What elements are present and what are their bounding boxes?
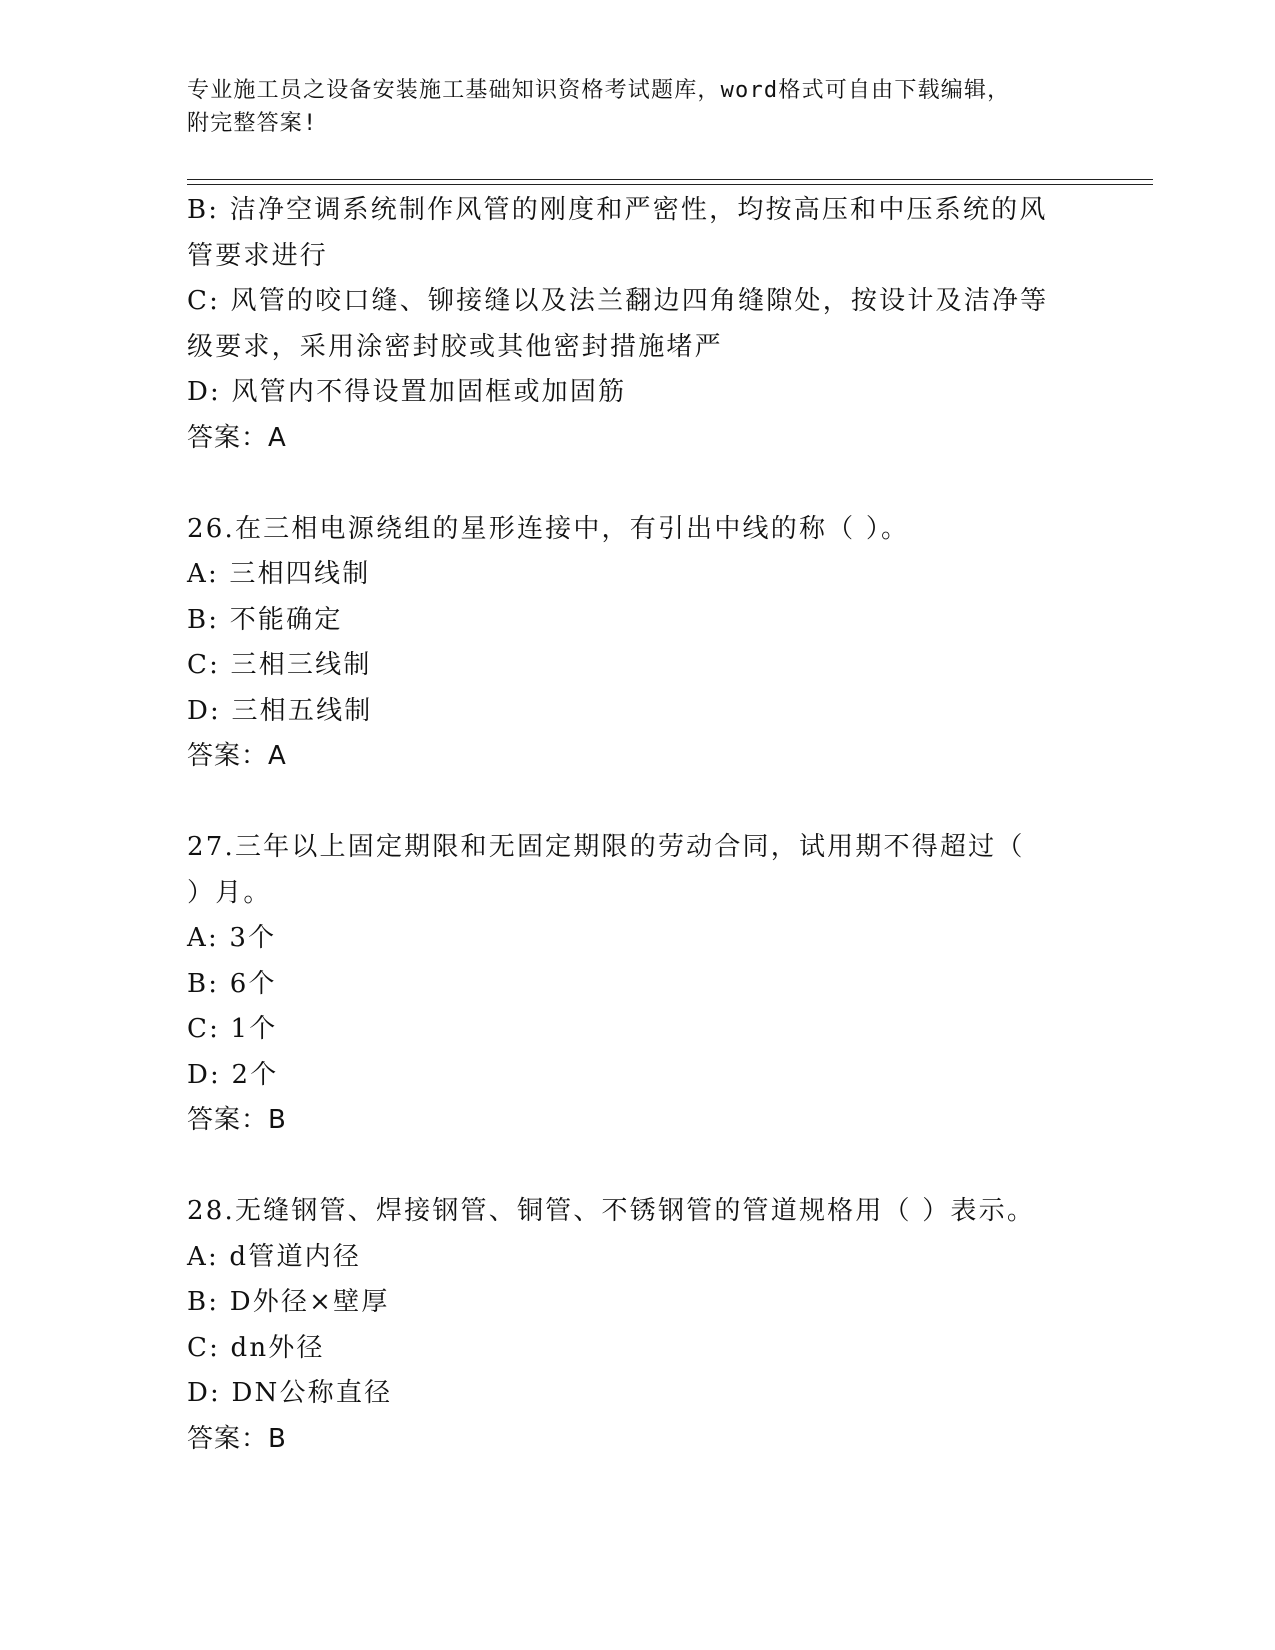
question-block-26 xyxy=(187,507,1087,780)
option-b: B: D外径×壁厚 xyxy=(187,1287,390,1317)
question-list xyxy=(187,188,1087,1462)
option-b-line-1: B: 洁净空调系统制作风管的刚度和严密性，均按高压和中压系统的风 xyxy=(187,195,1048,225)
question-text-line-2: ）月。 xyxy=(187,877,272,908)
answer-line: 答案：A xyxy=(187,741,287,771)
answer-line: 答案：B xyxy=(187,1423,287,1454)
option-c: C: 1个 xyxy=(187,1014,278,1044)
header-line-2: 附完整答案! xyxy=(187,111,318,136)
option-c: C: 三相三线制 xyxy=(187,650,372,680)
option-c-line-1: C: 风管的咬口缝、铆接缝以及法兰翻边四角缝隙处，按设计及洁净等 xyxy=(187,286,1049,316)
option-d: D: 三相五线制 xyxy=(187,695,373,726)
question-text: 28.无缝钢管、焊接钢管、铜管、不锈钢管的管道规格用（ ）表示。 xyxy=(187,1196,1036,1226)
option-d: D: DN公称直径 xyxy=(187,1378,393,1408)
question-block-27 xyxy=(187,825,1087,1144)
answer-line: 答案：A xyxy=(187,422,287,453)
question-block-25 xyxy=(187,188,1087,461)
document-header xyxy=(187,74,1087,140)
question-block-28 xyxy=(187,1189,1087,1462)
spacer xyxy=(187,1144,1087,1190)
answer-line: 答案：B xyxy=(187,1105,287,1135)
option-a: A: 三相四线制 xyxy=(187,559,371,589)
header-divider-top xyxy=(187,179,1153,180)
option-b: B: 不能确定 xyxy=(187,604,343,635)
option-b: B: 6个 xyxy=(187,968,277,999)
option-d: D: 风管内不得设置加固框或加固筋 xyxy=(187,377,627,407)
header-divider-bottom xyxy=(187,184,1153,185)
option-d: D: 2个 xyxy=(187,1059,279,1090)
option-a: A: 3个 xyxy=(187,923,277,953)
question-text-line-1: 27.三年以上固定期限和无固定期限的劳动合同，试用期不得超过（ xyxy=(187,832,1025,862)
option-b-line-2: 管要求进行 xyxy=(187,240,329,271)
question-text: 26.在三相电源绕组的星形连接中，有引出中线的称（ ）。 xyxy=(187,513,910,544)
header-line-1: 专业施工员之设备安装施工基础知识资格考试题库，word格式可自由下载编辑， xyxy=(187,78,1011,103)
spacer xyxy=(187,461,1087,507)
option-c: C: dn外径 xyxy=(187,1332,325,1363)
spacer xyxy=(187,780,1087,826)
option-a: A: d管道内径 xyxy=(187,1241,362,1272)
option-c-line-2: 级要求，采用涂密封胶或其他密封措施堵严 xyxy=(187,331,723,362)
